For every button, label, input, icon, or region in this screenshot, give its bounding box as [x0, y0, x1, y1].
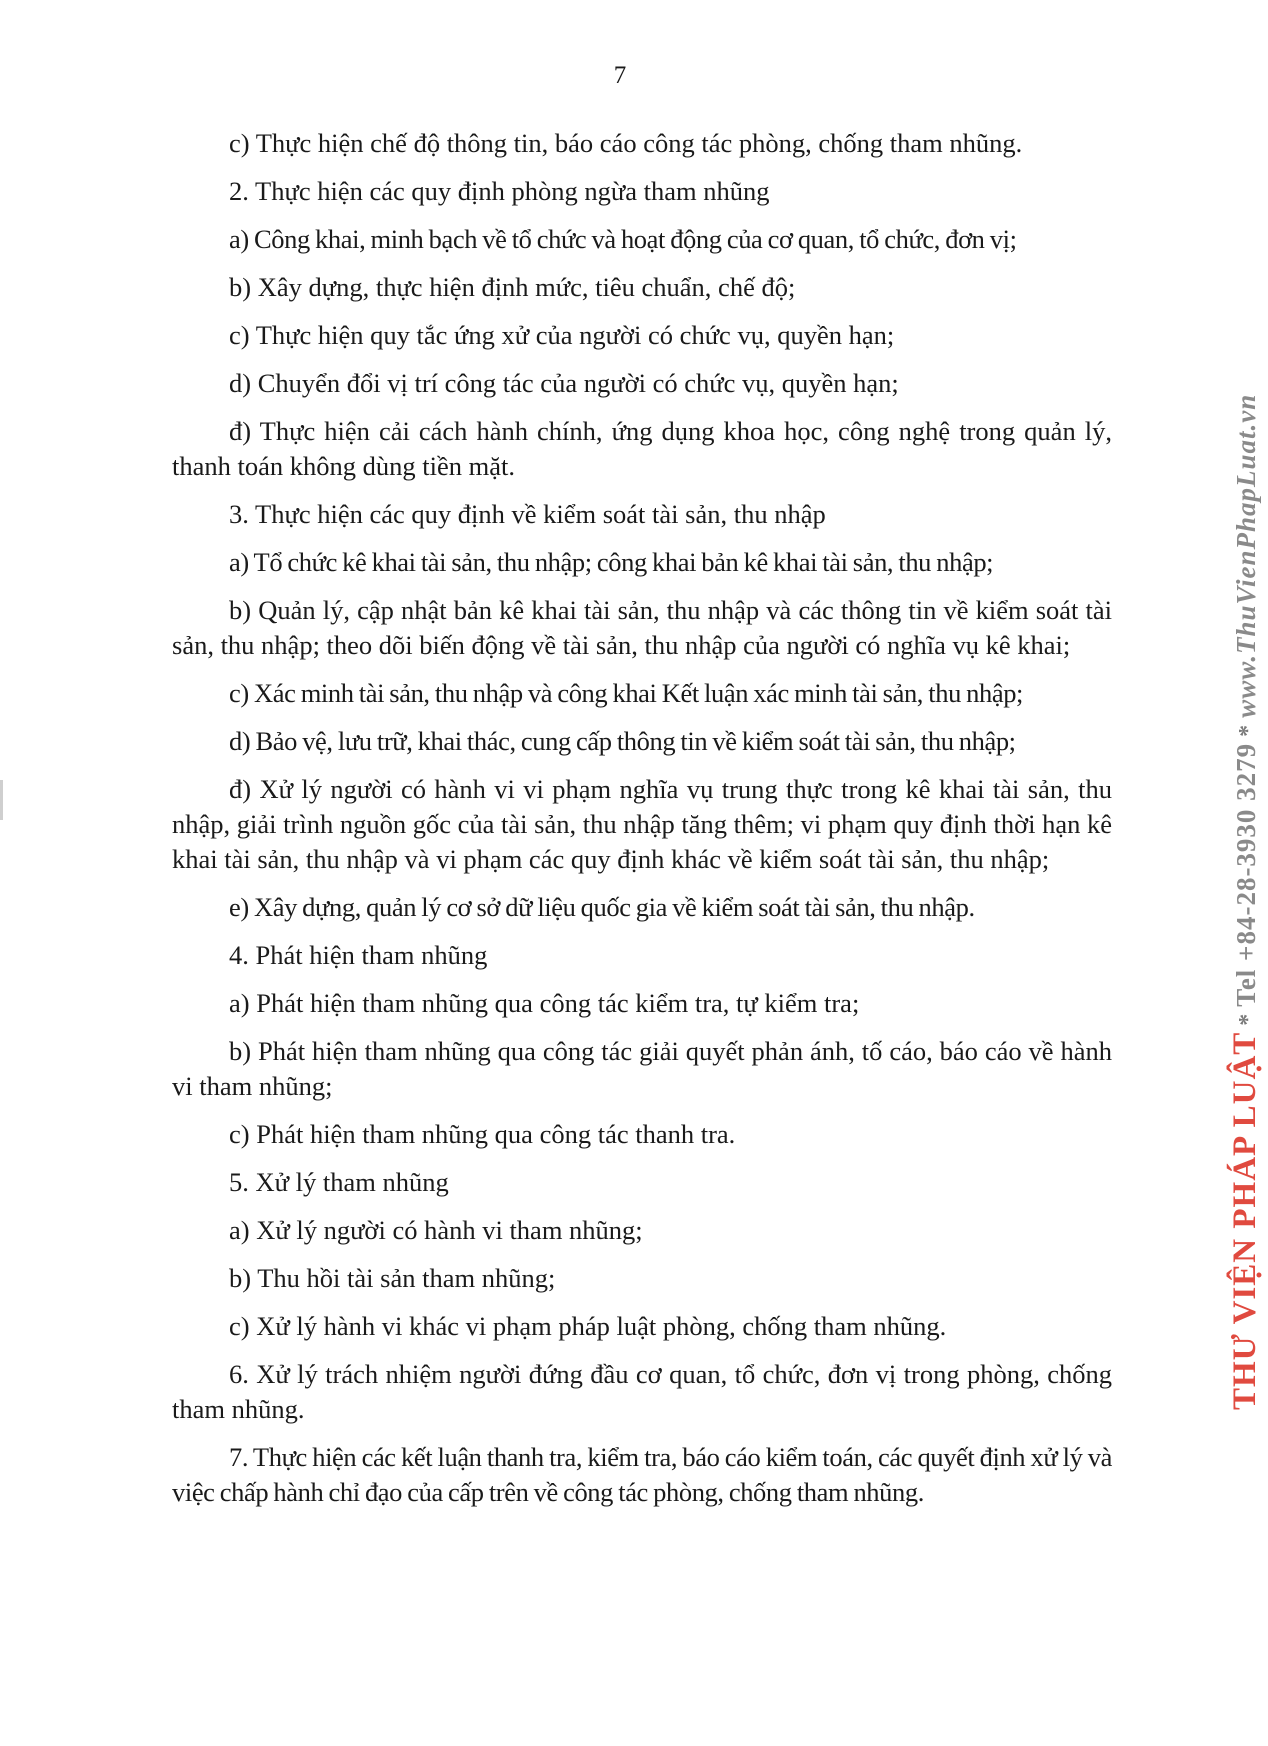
paragraph: d) Bảo vệ, lưu trữ, khai thác, cung cấp thông tin về kiểm soát tài sản, thu nhập;	[229, 726, 1016, 756]
paragraph: a) Xử lý người có hành vi tham nhũng;	[229, 1215, 643, 1245]
paragraph: b) Phát hiện tham nhũng qua công tác giải quyết phản ánh, tố cáo, báo cáo về hành vi tham nhũng;	[172, 1036, 1112, 1101]
watermark-website: www.ThuVienPhapLuat.vn	[1231, 393, 1261, 718]
watermark	[1225, 394, 1268, 1410]
section-heading: 2. Thực hiện các quy định phòng ngừa tham nhũng	[229, 176, 770, 206]
watermark-tel: Tel +84-28-3930 3279	[1231, 742, 1261, 1007]
paragraph: e) Xây dựng, quản lý cơ sở dữ liệu quốc gia về kiểm soát tài sản, thu nhập.	[229, 892, 975, 922]
section-heading: 4. Phát hiện tham nhũng	[229, 940, 488, 970]
paragraph: c) Phát hiện tham nhũng qua công tác thanh tra.	[229, 1119, 736, 1149]
paragraph: c) Thực hiện quy tắc ứng xử của người có chức vụ, quyền hạn;	[229, 320, 895, 350]
paragraph: c) Xác minh tài sản, thu nhập và công khai Kết luận xác minh tài sản, thu nhập;	[229, 678, 1024, 708]
page-number: 7	[613, 62, 627, 89]
watermark-separator: *	[1235, 723, 1261, 737]
paragraph: đ) Thực hiện cải cách hành chính, ứng dụng khoa học, công nghệ trong quản lý, thanh toán không dùng tiền mặt.	[172, 416, 1112, 481]
paragraph: c) Xử lý hành vi khác vi phạm pháp luật phòng, chống tham nhũng.	[229, 1311, 947, 1341]
paragraph: c) Thực hiện chế độ thông tin, báo cáo công tác phòng, chống tham nhũng.	[229, 128, 1023, 158]
document-body	[172, 126, 1112, 1523]
section-heading: 6. Xử lý trách nhiệm người đứng đầu cơ quan, tổ chức, đơn vị trong phòng, chống tham nhũng.	[172, 1359, 1112, 1424]
section-heading: 7. Thực hiện các kết luận thanh tra, kiểm tra, báo cáo kiểm toán, các quyết định xử lý và việc chấp hành chỉ đạo của cấp trên về công tác phòng, chống tham nhũng.	[172, 1442, 1112, 1507]
paragraph: đ) Xử lý người có hành vi vi phạm nghĩa vụ trung thực trong kê khai tài sản, thu nhập, giải trình nguồn gốc của tài sản, thu nhập tăng thêm; vi phạm quy định thời hạn kê khai tài sản, thu nhập và vi phạm các quy định khác về kiểm soát tài sản, thu nhập;	[172, 774, 1112, 874]
paragraph: b) Quản lý, cập nhật bản kê khai tài sản, thu nhập và các thông tin về kiểm soát tài sản, thu nhập; theo dõi biến động về tài sản, thu nhập của người có nghĩa vụ kê khai;	[172, 595, 1112, 660]
section-heading: 3. Thực hiện các quy định về kiểm soát tài sản, thu nhập	[229, 499, 826, 529]
paragraph: a) Tổ chức kê khai tài sản, thu nhập; công khai bản kê khai tài sản, thu nhập;	[229, 547, 994, 577]
section-heading: 5. Xử lý tham nhũng	[229, 1167, 449, 1197]
paragraph: a) Công khai, minh bạch về tổ chức và hoạt động của cơ quan, tổ chức, đơn vị;	[229, 224, 1017, 254]
paragraph: b) Xây dựng, thực hiện định mức, tiêu chuẩn, chế độ;	[229, 272, 796, 302]
paragraph: d) Chuyển đổi vị trí công tác của người có chức vụ, quyền hạn;	[229, 368, 899, 398]
watermark-brand: THƯ VIỆN PHÁP LUẬT	[1227, 1031, 1263, 1410]
paragraph: a) Phát hiện tham nhũng qua công tác kiểm tra, tự kiểm tra;	[229, 988, 860, 1018]
scan-edge-mark	[0, 780, 3, 820]
watermark-separator: *	[1235, 1012, 1261, 1026]
paragraph: b) Thu hồi tài sản tham nhũng;	[229, 1263, 556, 1293]
